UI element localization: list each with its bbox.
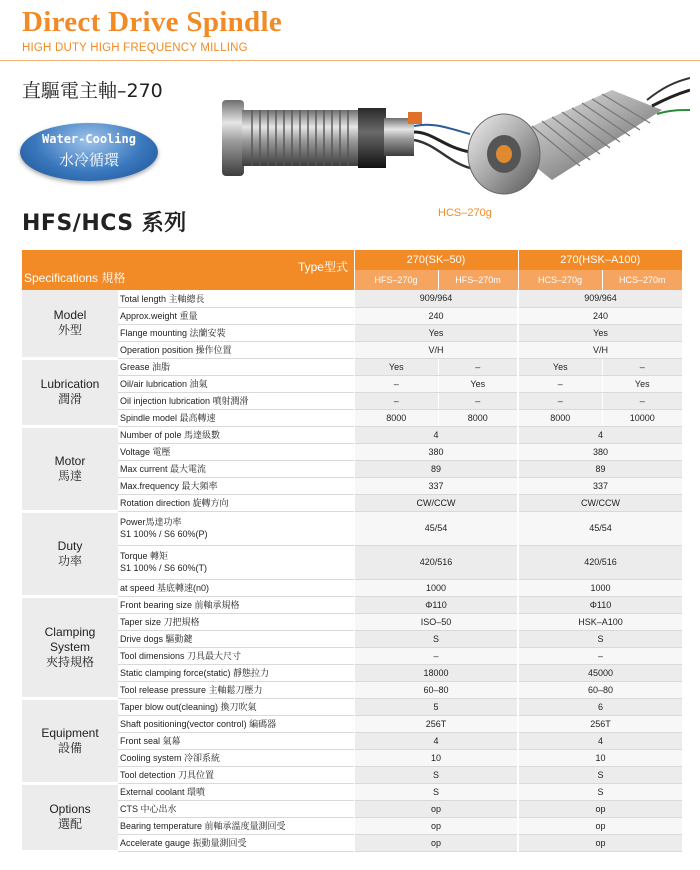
value-sk50: op bbox=[354, 800, 518, 817]
row-label: Oil injection lubrication 噴射潤滑 bbox=[118, 392, 354, 409]
row-label: Static clamping force(static) 靜態拉力 bbox=[118, 664, 354, 681]
row-label: Bearing temperature 前軸承溫度量測回受 bbox=[118, 817, 354, 834]
table-row bbox=[22, 511, 682, 545]
row-label: Tool dimensions 刀具最大尺寸 bbox=[118, 647, 354, 664]
value-hfs-270m: – bbox=[438, 358, 518, 375]
value-hsk-a100: 60–80 bbox=[518, 681, 682, 698]
row-label: Accelerate gauge 振動量測回受 bbox=[118, 834, 354, 851]
category-label-zh: 設備 bbox=[57, 740, 82, 755]
value-sk50: 45/54 bbox=[354, 511, 518, 545]
water-cooling-badge bbox=[20, 123, 158, 181]
row-label: Shaft positioning(vector control) 編碼器 bbox=[118, 715, 354, 732]
value-sk50: CW/CCW bbox=[354, 494, 518, 511]
table-row bbox=[22, 392, 682, 409]
value-hsk-a100: 10 bbox=[518, 749, 682, 766]
header-divider bbox=[0, 60, 700, 61]
value-hsk-a100: S bbox=[518, 630, 682, 647]
value-hfs-270g: Yes bbox=[354, 358, 438, 375]
value-hfs-270g: 8000 bbox=[354, 409, 438, 426]
row-label: Front bearing size 前軸承規格 bbox=[118, 596, 354, 613]
value-sk50: 240 bbox=[354, 307, 518, 324]
category-label-zh: 功率 bbox=[57, 553, 82, 568]
value-sk50: – bbox=[354, 647, 518, 664]
value-hcs-270g: – bbox=[518, 375, 602, 392]
row-label-line1: Power馬達功率 bbox=[120, 517, 182, 527]
value-hsk-a100: 420/516 bbox=[518, 545, 682, 579]
table-row bbox=[22, 681, 682, 698]
row-label: External coolant 環噴 bbox=[118, 783, 354, 800]
table-row bbox=[22, 613, 682, 630]
value-hcs-270m: 10000 bbox=[602, 409, 682, 426]
table-row bbox=[22, 630, 682, 647]
row-label: Voltage 電壓 bbox=[118, 443, 354, 460]
table-row bbox=[22, 409, 682, 426]
value-hcs-270g: 8000 bbox=[518, 409, 602, 426]
value-hfs-270g: – bbox=[354, 392, 438, 409]
row-label: Rotation direction 旋轉方向 bbox=[118, 494, 354, 511]
value-hsk-a100: 4 bbox=[518, 426, 682, 443]
category-options bbox=[22, 783, 118, 851]
row-label: Tool detection 刀具位置 bbox=[118, 766, 354, 783]
value-hcs-270m: – bbox=[602, 392, 682, 409]
value-sk50: op bbox=[354, 817, 518, 834]
value-hsk-a100: V/H bbox=[518, 341, 682, 358]
value-sk50: op bbox=[354, 834, 518, 851]
category-equipment bbox=[22, 698, 118, 783]
value-hsk-a100: 6 bbox=[518, 698, 682, 715]
row-label-line2: S1 100% / S6 60%(P) bbox=[120, 529, 208, 539]
value-hsk-a100: 240 bbox=[518, 307, 682, 324]
value-hsk-a100: op bbox=[518, 800, 682, 817]
category-label-en2: System bbox=[49, 639, 90, 654]
col-hfs-270m: HFS–270m bbox=[438, 270, 518, 290]
table-row bbox=[22, 290, 682, 307]
table-row bbox=[22, 426, 682, 443]
value-hfs-270m: – bbox=[438, 392, 518, 409]
value-sk50: 1000 bbox=[354, 579, 518, 596]
category-label-en: Model bbox=[53, 308, 87, 323]
row-label: Approx.weight 重量 bbox=[118, 307, 354, 324]
value-hsk-a100: S bbox=[518, 783, 682, 800]
table-row bbox=[22, 307, 682, 324]
value-hcs-270m: Yes bbox=[602, 375, 682, 392]
category-lubrication bbox=[22, 358, 118, 426]
row-label: Oil/air lubrication 油氣 bbox=[118, 375, 354, 392]
row-label: Front seal 氣幕 bbox=[118, 732, 354, 749]
row-label-line2: S1 100% / S6 60%(T) bbox=[120, 563, 208, 573]
col-hcs-270g: HCS–270g bbox=[518, 270, 602, 290]
value-hsk-a100: 89 bbox=[518, 460, 682, 477]
value-hsk-a100: HSK–A100 bbox=[518, 613, 682, 630]
row-label: at speed 基底轉速(n0) bbox=[118, 579, 354, 596]
row-label: Tool release pressure 主軸鬆刀壓力 bbox=[118, 681, 354, 698]
photo-caption: HCS–270g bbox=[438, 207, 492, 219]
row-label: Drive dogs 驅動鍵 bbox=[118, 630, 354, 647]
value-sk50: S bbox=[354, 783, 518, 800]
model-name-zh: 直驅電主軸–270 bbox=[22, 80, 163, 102]
badge-label-en: Water-Cooling bbox=[42, 132, 136, 146]
table-row bbox=[22, 477, 682, 494]
value-sk50: S bbox=[354, 630, 518, 647]
series-heading: HFS/HCS 系列 bbox=[22, 211, 187, 236]
value-hsk-a100: – bbox=[518, 647, 682, 664]
value-hfs-270m: 8000 bbox=[438, 409, 518, 426]
row-label: Number of pole 馬達級數 bbox=[118, 426, 354, 443]
value-sk50: 89 bbox=[354, 460, 518, 477]
category-label-en: Equipment bbox=[41, 725, 99, 740]
table-row bbox=[22, 834, 682, 851]
table-row bbox=[22, 783, 682, 800]
value-hsk-a100: Φ110 bbox=[518, 596, 682, 613]
category-label-zh: 馬達 bbox=[57, 468, 82, 483]
value-sk50: 18000 bbox=[354, 664, 518, 681]
value-sk50: 60–80 bbox=[354, 681, 518, 698]
category-label-zh: 外型 bbox=[57, 323, 82, 338]
category-label-zh: 夾持規格 bbox=[45, 654, 94, 669]
row-label bbox=[118, 545, 354, 579]
value-sk50: 4 bbox=[354, 732, 518, 749]
value-hsk-a100: Yes bbox=[518, 324, 682, 341]
category-label-en: Clamping bbox=[44, 624, 96, 639]
table-row bbox=[22, 647, 682, 664]
table-row bbox=[22, 749, 682, 766]
category-label-en: Duty bbox=[57, 538, 83, 553]
value-sk50: 380 bbox=[354, 443, 518, 460]
group-header-sk50: 270(SK–50) bbox=[354, 250, 518, 270]
table-row bbox=[22, 579, 682, 596]
category-clamping-system bbox=[22, 596, 118, 698]
table-row bbox=[22, 800, 682, 817]
category-label-zh: 選配 bbox=[57, 817, 82, 831]
row-label: Max.frequency 最大頻率 bbox=[118, 477, 354, 494]
value-hsk-a100: CW/CCW bbox=[518, 494, 682, 511]
table-row bbox=[22, 698, 682, 715]
value-hsk-a100: op bbox=[518, 834, 682, 851]
value-hfs-270m: Yes bbox=[438, 375, 518, 392]
value-hsk-a100: S bbox=[518, 766, 682, 783]
col-hfs-270g: HFS–270g bbox=[354, 270, 438, 290]
category-duty bbox=[22, 511, 118, 596]
category-motor bbox=[22, 426, 118, 511]
category-label-zh: 潤滑 bbox=[57, 392, 82, 406]
category-label-en: Options bbox=[49, 802, 91, 816]
row-label: Operation position 操作位置 bbox=[118, 341, 354, 358]
category-label-en: Motor bbox=[54, 453, 86, 468]
page-subtitle: HIGH DUTY HIGH FREQUENCY MILLING bbox=[22, 42, 248, 54]
value-hsk-a100: 4 bbox=[518, 732, 682, 749]
table-row bbox=[22, 358, 682, 375]
row-label: Taper blow out(cleaning) 換刀吹氣 bbox=[118, 698, 354, 715]
table-row bbox=[22, 596, 682, 613]
row-label: Grease 油脂 bbox=[118, 358, 354, 375]
table-row bbox=[22, 732, 682, 749]
type-label: Type型式 bbox=[297, 260, 348, 274]
table-row bbox=[22, 460, 682, 477]
value-sk50: Yes bbox=[354, 324, 518, 341]
row-label: Flange mounting 法蘭安裝 bbox=[118, 324, 354, 341]
category-label-en: Lubrication bbox=[40, 377, 100, 391]
value-sk50: V/H bbox=[354, 341, 518, 358]
badge-label-zh: 水冷循環 bbox=[58, 151, 119, 169]
table-row bbox=[22, 443, 682, 460]
value-sk50: S bbox=[354, 766, 518, 783]
value-sk50: 909/964 bbox=[354, 290, 518, 307]
row-label: Max current 最大電流 bbox=[118, 460, 354, 477]
value-sk50: ISO–50 bbox=[354, 613, 518, 630]
table-row bbox=[22, 494, 682, 511]
value-hsk-a100: 45/54 bbox=[518, 511, 682, 545]
row-label: Taper size 刀把規格 bbox=[118, 613, 354, 630]
value-hsk-a100: 1000 bbox=[518, 579, 682, 596]
row-label: Cooling system 冷卻系統 bbox=[118, 749, 354, 766]
spec-table bbox=[22, 250, 682, 853]
spindle-photo-side bbox=[208, 92, 473, 187]
spec-table-body bbox=[22, 290, 682, 851]
page-title: Direct Drive Spindle bbox=[22, 6, 282, 38]
spec-header-cell bbox=[22, 250, 354, 290]
row-label-line1: Torque 轉矩 bbox=[120, 551, 169, 561]
value-sk50: 420/516 bbox=[354, 545, 518, 579]
row-label: Total length 主軸總長 bbox=[118, 290, 354, 307]
value-hsk-a100: 256T bbox=[518, 715, 682, 732]
value-sk50: 5 bbox=[354, 698, 518, 715]
value-hcs-270g: – bbox=[518, 392, 602, 409]
row-label: CTS 中心出水 bbox=[118, 800, 354, 817]
value-hsk-a100: 909/964 bbox=[518, 290, 682, 307]
table-row bbox=[22, 324, 682, 341]
header-row-groups bbox=[22, 250, 682, 270]
table-row bbox=[22, 715, 682, 732]
value-hsk-a100: 337 bbox=[518, 477, 682, 494]
table-row bbox=[22, 375, 682, 392]
group-header-hsk-a100: 270(HSK–A100) bbox=[518, 250, 682, 270]
spindle-photo-front bbox=[462, 70, 690, 200]
value-hfs-270g: – bbox=[354, 375, 438, 392]
spec-label: Specifications 規格 bbox=[24, 271, 126, 285]
row-label bbox=[118, 511, 354, 545]
table-row bbox=[22, 341, 682, 358]
row-label: Spindle model 最高轉速 bbox=[118, 409, 354, 426]
value-sk50: 337 bbox=[354, 477, 518, 494]
value-hcs-270g: Yes bbox=[518, 358, 602, 375]
value-sk50: 256T bbox=[354, 715, 518, 732]
value-hsk-a100: 45000 bbox=[518, 664, 682, 681]
value-sk50: Φ110 bbox=[354, 596, 518, 613]
value-sk50: 4 bbox=[354, 426, 518, 443]
table-row bbox=[22, 817, 682, 834]
category-model bbox=[22, 290, 118, 358]
table-row bbox=[22, 664, 682, 681]
value-hsk-a100: op bbox=[518, 817, 682, 834]
value-sk50: 10 bbox=[354, 749, 518, 766]
value-hcs-270m: – bbox=[602, 358, 682, 375]
value-hsk-a100: 380 bbox=[518, 443, 682, 460]
table-row bbox=[22, 766, 682, 783]
table-row bbox=[22, 545, 682, 579]
col-hcs-270m: HCS–270m bbox=[602, 270, 682, 290]
